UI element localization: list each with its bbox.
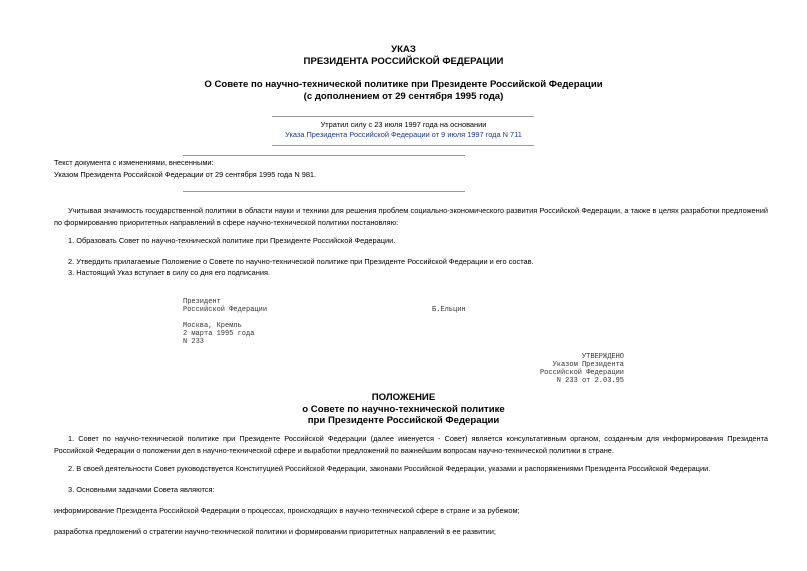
approved-line-2: Указом Президента: [552, 361, 624, 369]
decree-item-3: 3. Настоящий Указ вступает в силу со дня его подписания.: [68, 268, 271, 277]
regulation-title-line-3: при Президенте Российской Федерации: [307, 415, 500, 426]
approved-line-3: Российской Федерации: [539, 369, 624, 377]
approved-line-4: N 233 от 2.03.95: [556, 377, 624, 385]
divider: [272, 116, 534, 117]
divider: [183, 191, 465, 192]
approved-line-1: УТВЕРЖДЕНО: [581, 353, 624, 361]
title-line-2: ПРЕЗИДЕНТА РОССИЙСКОЙ ФЕДЕРАЦИИ: [303, 55, 504, 67]
title-line-1: УКАЗ: [391, 44, 416, 55]
subtitle-line-2: (с дополнением от 29 сентября 1995 года): [303, 90, 504, 102]
subtitle-line-1: О Совете по научно-технической политике при Президенте Российской Федерации: [204, 79, 603, 90]
signature-number: N 233: [183, 338, 205, 346]
signature-position-2: Российской Федерации: [183, 306, 268, 314]
edits-note: [54, 157, 316, 180]
regulation-title-line-2: о Совете по научно-технической политике: [302, 403, 505, 415]
decree-preamble: Учитывая значимость государственной политики в области науки и техники для решения проблем социально-экономического развития Российской Федерации, а также в целях разработки предложений по формированию приоритетных направлений в сфере научно-технической политики постановляю:: [54, 206, 768, 227]
document-title: [0, 44, 807, 67]
decree-item-1: 1. Образовать Совет по научно-технической политике при Президенте Российской Федерации.: [68, 236, 396, 245]
signature-date: 2 марта 1995 года: [183, 330, 255, 338]
regulation-paragraph-2: 2. В своей деятельности Совет руководствуется Конституцией Российской Федерации, законами Российской Федерации, указами и распоряжениями Президента Российской Федерации.: [68, 464, 711, 473]
regulation-paragraph-5: разработка предложений о стратегии научно-технической политики и формировании приоритетных направлений в ее развитии;: [54, 527, 496, 536]
document-subtitle: [0, 79, 807, 102]
signature-position-1: Президент: [183, 298, 221, 306]
decree-item-2: 2. Утвердить прилагаемые Положение о Совете по научно-технической политике при Президенте Российской Федерации и его состав.: [68, 257, 534, 266]
status-note-text: Утратил силу с 23 июля 1997 года на основании: [320, 120, 487, 129]
regulation-title: [0, 392, 807, 427]
divider: [183, 155, 465, 156]
edits-note-line-2[interactable]: Указом Президента Российской Федерации от 29 сентября 1995 года N 981.: [54, 169, 317, 179]
regulation-paragraph-3: 3. Основными задачами Совета являются:: [68, 485, 215, 494]
regulation-title-line-1: ПОЛОЖЕНИЕ: [371, 392, 436, 403]
repeal-decree-link[interactable]: Указа Президента Российской Федерации от 9 июля 1997 года N 711: [285, 130, 522, 139]
signature-name: Б.Ельцин: [432, 306, 466, 314]
signature-place: Москва, Кремль: [183, 322, 242, 330]
edits-note-line-1: Текст документа с изменениями, внесенными:: [54, 158, 214, 167]
divider: [272, 145, 534, 146]
regulation-paragraph-4: информирование Президента Российской Федерации о процессах, происходящих в научно-технической сфере в стране и за рубежом;: [54, 506, 520, 515]
regulation-paragraph-1: 1. Совет по научно-технической политике при Президенте Российской Федерации (далее именуется - Совет) является консультативным органом, созданным для информирования Президента Российской Федерации о положении дел в научно-технической сфере и выработки предложений по важнейшим вопросам научно-технической политики в стране.: [54, 434, 768, 455]
